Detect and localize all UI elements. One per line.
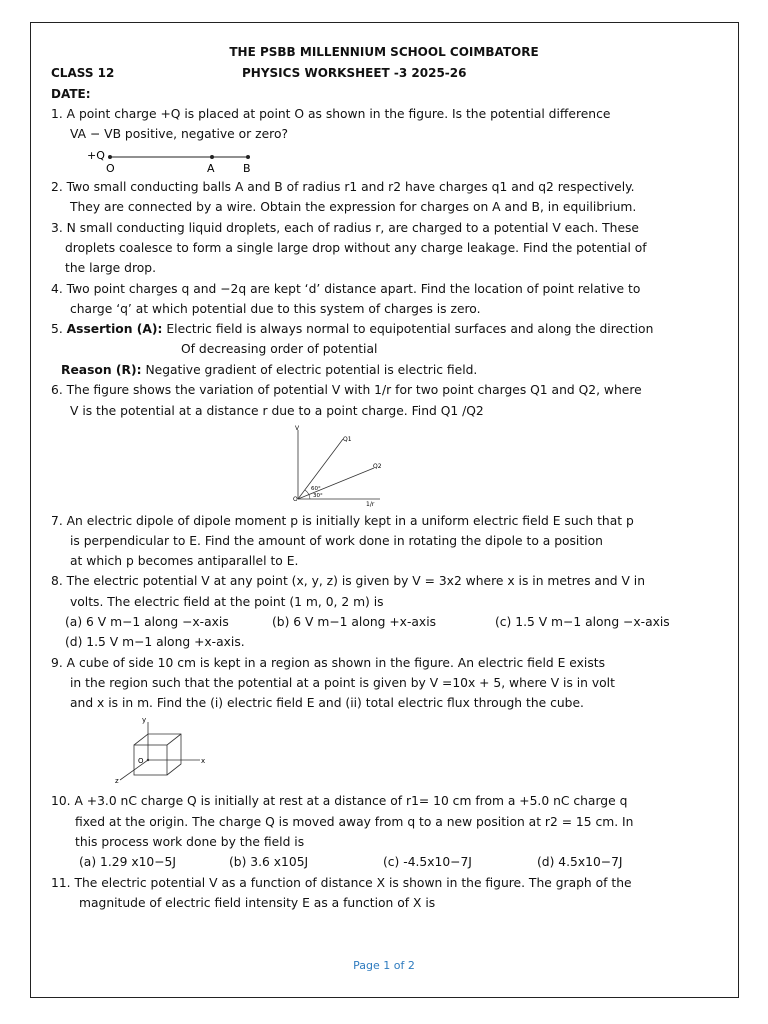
q6-line-1: 6. The figure shows the variation of potential V with 1/r for two point charges Q1 and Q2, where xyxy=(51,383,642,397)
q3-line-1: 3. N small conducting liquid droplets, each of radius r, are charged to a potential V each. These xyxy=(51,221,639,235)
q2-line-2: They are connected by a wire. Obtain the expression for charges on A and B, in equilibrium. xyxy=(70,200,637,214)
class-label: CLASS 12 xyxy=(51,66,115,80)
q1-fig-o: O xyxy=(106,162,115,175)
worksheet-title: PHYSICS WORKSHEET -3 2025-26 xyxy=(242,66,467,80)
q8-option-b: (b) 6 V m−1 along +x-axis xyxy=(272,615,437,629)
page-number: Page 1 of 2 xyxy=(353,959,415,972)
reason-label: Reason (R): xyxy=(61,363,142,377)
q6-angle-30: 30° xyxy=(313,493,323,499)
q8-option-c: (c) 1.5 V m−1 along −x-axis xyxy=(495,615,670,629)
q8-line-1: 8. The electric potential V at any point (x, y, z) is given by V = 3x2 where x is in metres and V in xyxy=(51,574,645,588)
q11-line-1: 11. The electric potential V as a function of distance X is shown in the figure. The graph of the xyxy=(51,876,632,890)
q2-line-1: 2. Two small conducting balls A and B of radius r1 and r2 have charges q1 and q2 respectively. xyxy=(51,180,635,194)
q10-option-a: (a) 1.29 x10−5J xyxy=(79,855,177,869)
q6-origin: O xyxy=(293,496,298,503)
q6-angle-60: 60° xyxy=(311,486,321,492)
q4-line-2: charge ‘q’ at which potential due to this system of charges is zero. xyxy=(70,302,481,316)
q5-line-2: Of decreasing order of potential xyxy=(181,342,378,356)
q1-line-2: VA − VB positive, negative or zero? xyxy=(70,127,288,141)
school-name: THE PSBB MILLENNIUM SCHOOL COIMBATORE xyxy=(229,45,539,59)
q6-v-label: V xyxy=(295,425,300,432)
q10-line-2: fixed at the origin. The charge Q is moved away from q to a new position at r2 = 15 cm. In xyxy=(75,815,634,829)
q9-origin: O xyxy=(138,757,144,765)
q7-line-1: 7. An electric dipole of dipole moment p is initially kept in a uniform electric field E such that p xyxy=(51,514,634,528)
q11-line-2: magnitude of electric field intensity E as a function of X is xyxy=(79,896,436,910)
q6-graph xyxy=(288,424,388,510)
q1-fig-b: B xyxy=(243,162,251,175)
q9-line-2: in the region such that the potential at a point is given by V =10x + 5, where V is in volt xyxy=(70,676,615,690)
q9-line-3: and x is in m. Find the (i) electric field E and (ii) total electric flux through the cube. xyxy=(70,696,584,710)
q10-option-d: (d) 4.5x10−7J xyxy=(537,855,623,869)
assertion-label: Assertion (A): xyxy=(66,322,163,336)
q8-option-a: (a) 6 V m−1 along −x-axis xyxy=(65,615,229,629)
q10-line-1: 10. A +3.0 nC charge Q is initially at rest at a distance of r1= 10 cm from a +5.0 nC charge q xyxy=(51,794,628,808)
q1-figure xyxy=(84,146,264,176)
q6-q1-label: Q1 xyxy=(343,436,352,443)
q8-line-2: volts. The electric field at the point (1 m, 0, 2 m) is xyxy=(70,595,384,609)
q10-option-b: (b) 3.6 x105J xyxy=(229,855,309,869)
q4-line-1: 4. Two point charges q and −2q are kept ‘d’ distance apart. Find the location of point relative to xyxy=(51,282,641,296)
q1-line-1: 1. A point charge +Q is placed at point O as shown in the figure. Is the potential difference xyxy=(51,107,611,121)
q7-line-3: at which p becomes antiparallel to E. xyxy=(70,554,299,568)
q5-line-1: 5. Assertion (A): Electric field is always normal to equipotential surfaces and along the direction xyxy=(51,322,654,336)
q1-fig-a: A xyxy=(207,162,215,175)
q9-z-label: z xyxy=(115,777,119,785)
q1-fig-charge: +Q xyxy=(87,149,105,162)
q9-y-label: y xyxy=(142,716,147,724)
q6-line-2: V is the potential at a distance r due to a point charge. Find Q1 /Q2 xyxy=(70,404,484,418)
q10-line-3: this process work done by the field is xyxy=(75,835,305,849)
q6-x-label: 1/r xyxy=(366,501,375,508)
date-label: DATE: xyxy=(51,87,91,101)
q8-option-d: (d) 1.5 V m−1 along +x-axis. xyxy=(65,635,245,649)
q9-cube-figure xyxy=(112,714,212,788)
q7-line-2: is perpendicular to E. Find the amount of work done in rotating the dipole to a position xyxy=(70,534,603,548)
q5-line-3: Reason (R): Negative gradient of electric potential is electric field. xyxy=(61,363,478,377)
q9-line-1: 9. A cube of side 10 cm is kept in a region as shown in the figure. An electric field E exists xyxy=(51,656,605,670)
q3-line-2: droplets coalesce to form a single large drop without any charge leakage. Find the potential of xyxy=(65,241,647,255)
q9-x-label: x xyxy=(201,757,206,765)
q3-line-3: the large drop. xyxy=(65,261,156,275)
q6-q2-label: Q2 xyxy=(373,463,382,470)
q10-option-c: (c) -4.5x10−7J xyxy=(383,855,472,869)
